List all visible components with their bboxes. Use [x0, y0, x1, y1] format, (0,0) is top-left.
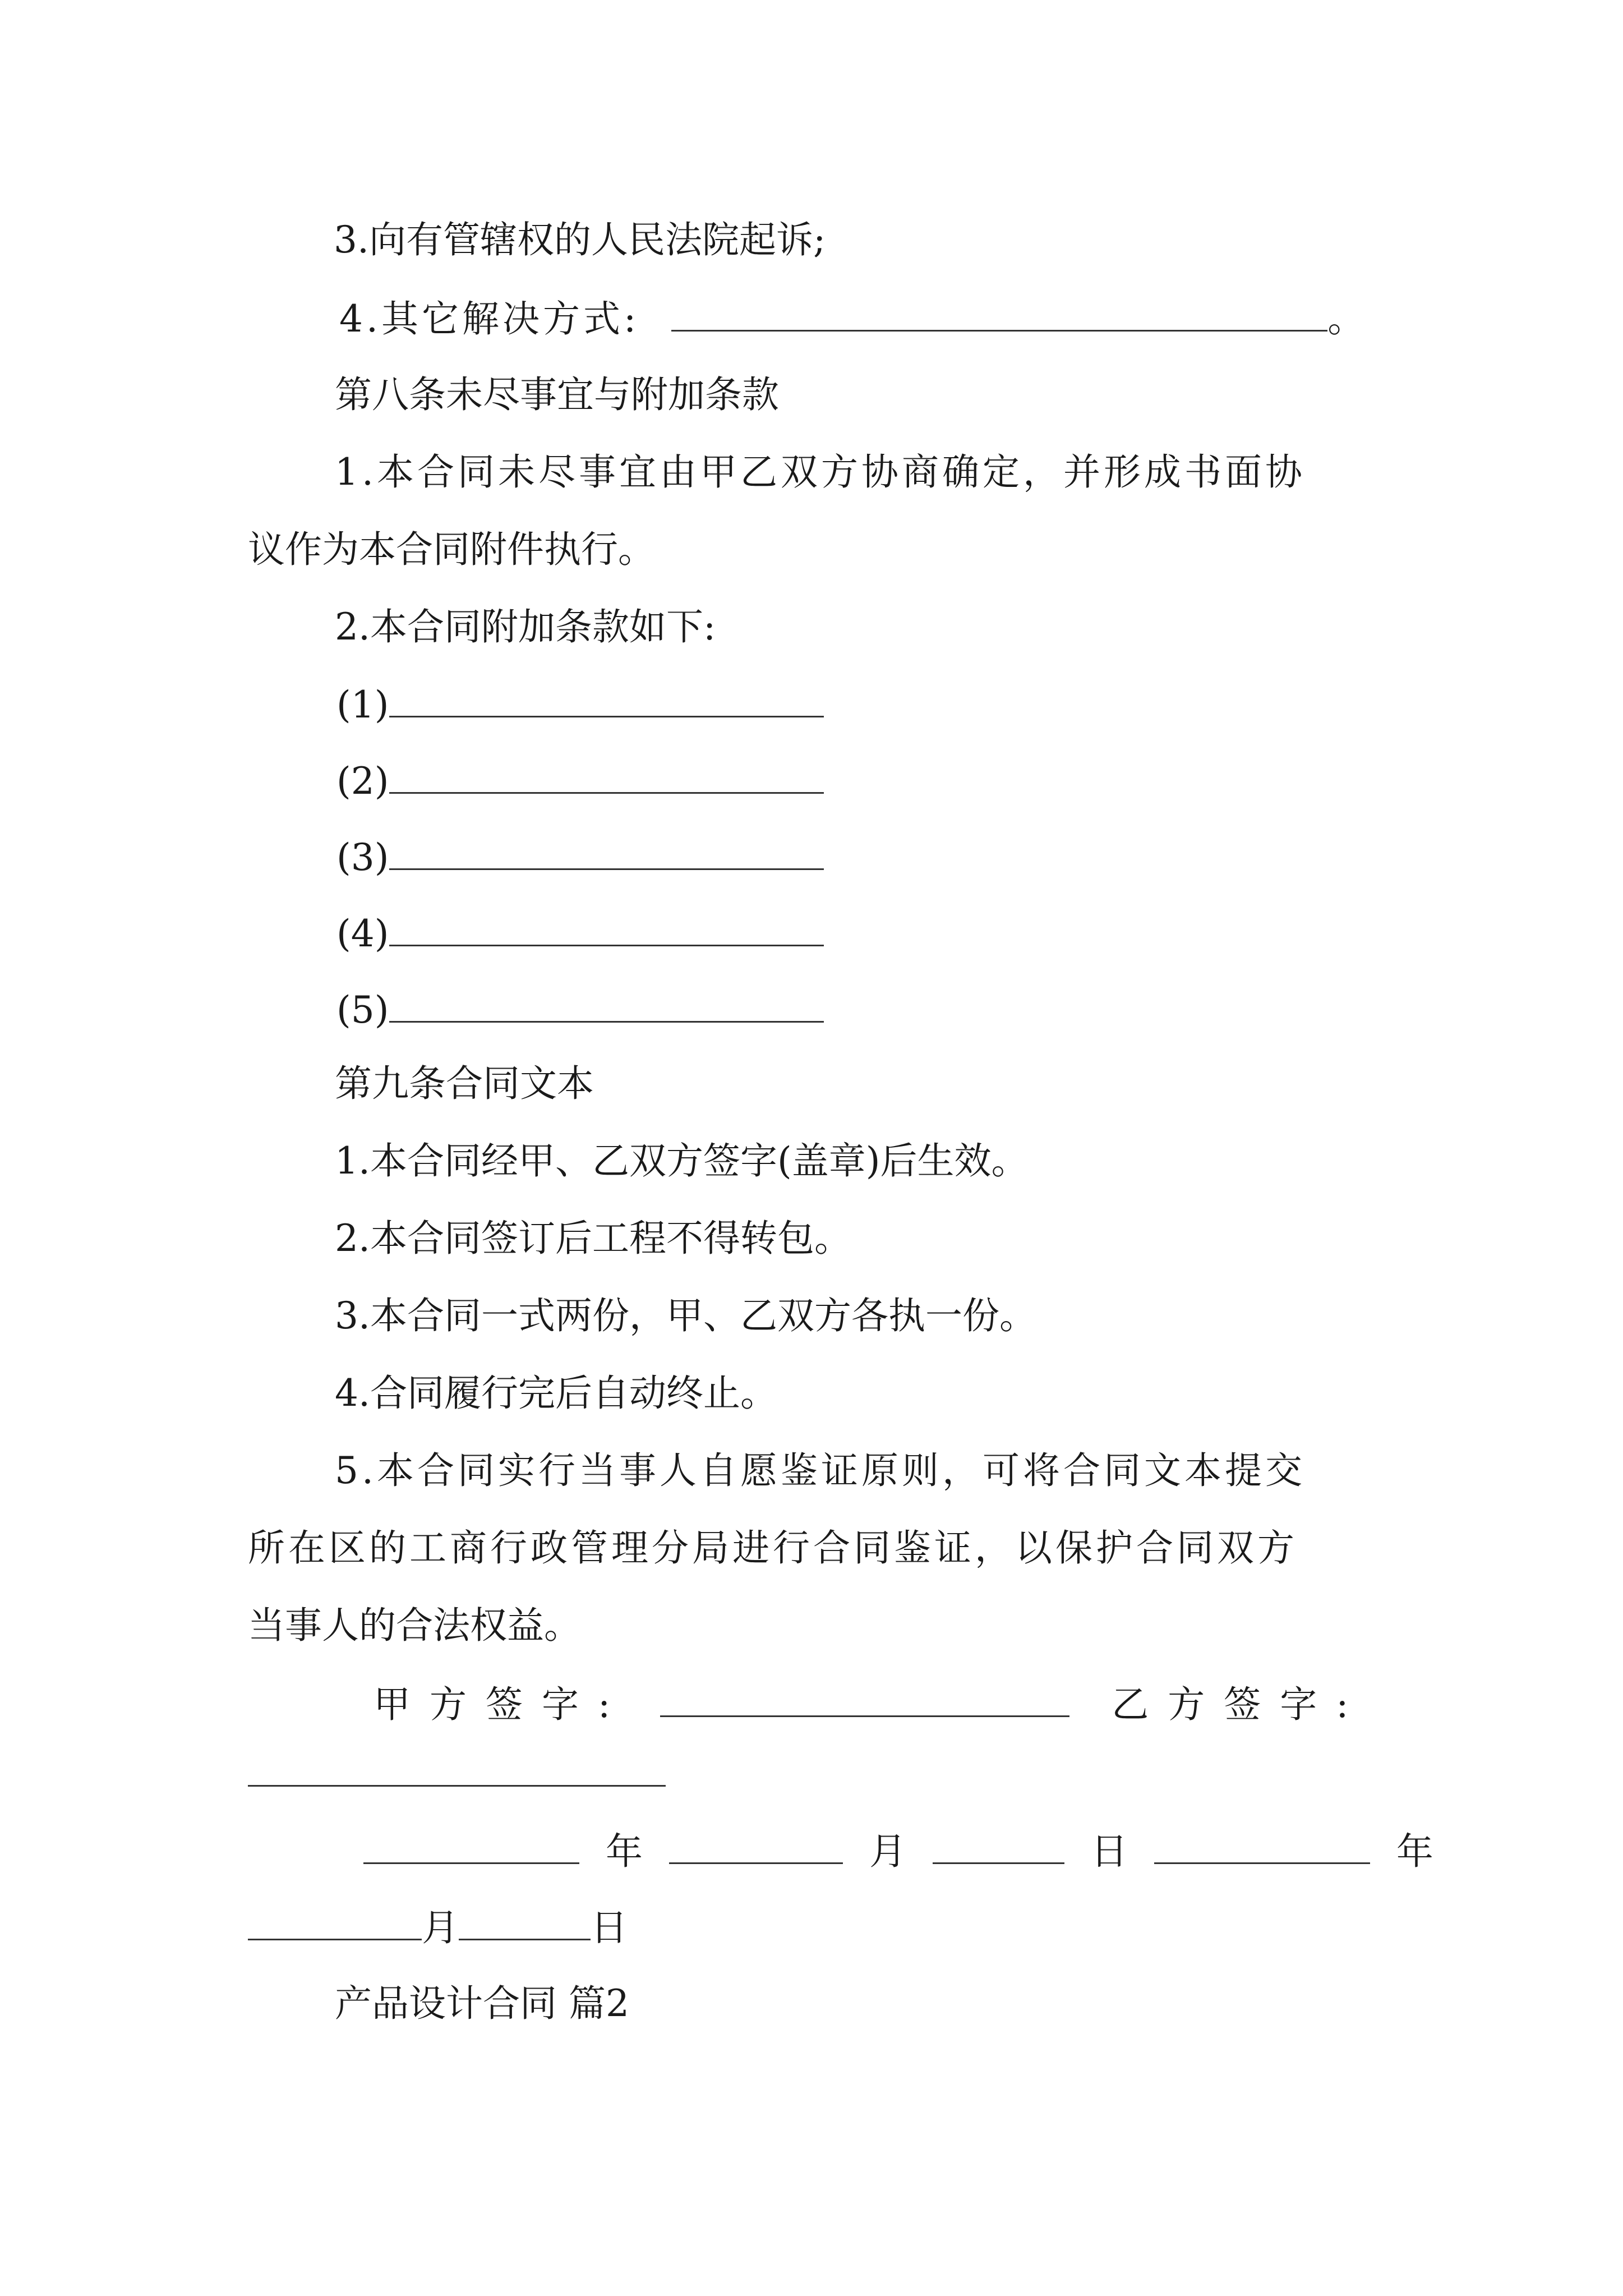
party-b-signature-blank[interactable]: [248, 1750, 666, 1787]
party-a-signature-blank[interactable]: [660, 1681, 1069, 1717]
text: 5.本合同实行当事人自愿鉴证原则，可将合同文本提交: [335, 1449, 1306, 1492]
text: 2.本合同附加条款如下:: [335, 605, 716, 648]
text: 产品设计合同 篇2: [335, 1982, 629, 2025]
clause-8-para-2: [335, 605, 716, 650]
additional-item-blank[interactable]: [389, 681, 824, 717]
additional-item-4: [336, 910, 824, 956]
year-blank[interactable]: [1154, 1828, 1370, 1864]
clause-9-item-5b: [248, 1526, 1298, 1571]
date-line-a: [363, 1828, 1433, 1874]
clause-8-heading: [335, 372, 779, 417]
year-blank[interactable]: [363, 1828, 579, 1864]
clause-8-para-1a: [335, 450, 1306, 495]
additional-item-5: [336, 986, 824, 1033]
additional-item-2: [336, 757, 824, 804]
additional-item-blank[interactable]: [389, 910, 824, 946]
clause-9-item-5a: [335, 1448, 1306, 1493]
text: 所在区的工商行政管理分局进行合同鉴证，以保护合同双方: [248, 1526, 1298, 1570]
item-number: (1): [336, 683, 389, 726]
text: 第八条未尽事宜与附加条款: [335, 373, 779, 416]
day-blank[interactable]: [933, 1828, 1064, 1864]
text: 4.合同履行完后自动终止。: [335, 1372, 777, 1415]
day-label: 日: [591, 1906, 628, 1949]
party-b-signature-row: [248, 1750, 666, 1797]
item-number: (2): [336, 760, 389, 803]
item-number: (3): [336, 836, 389, 879]
text: 。: [1327, 297, 1368, 341]
next-section-title: [335, 1981, 629, 2026]
clause-7-item-3: [334, 218, 826, 263]
additional-item-1: [336, 681, 824, 728]
clause-7-item-4: [339, 295, 1368, 342]
clause-9-item-3: [335, 1294, 1036, 1338]
year-label: 年: [605, 1830, 643, 1873]
month-blank[interactable]: [669, 1828, 843, 1864]
clause-8-para-1b: [248, 527, 655, 572]
text: 4.其它解决方式:: [339, 297, 640, 341]
text: 3.本合同一式两份，甲、乙双方各执一份。: [335, 1294, 1036, 1337]
item-number: (5): [336, 988, 389, 1032]
additional-item-blank[interactable]: [389, 986, 824, 1023]
month-label: 月: [422, 1906, 459, 1949]
clause-9-item-1: [335, 1139, 1028, 1184]
additional-item-blank[interactable]: [389, 757, 824, 794]
additional-item-3: [336, 834, 824, 880]
signature-line: [374, 1681, 1367, 1727]
text: 议作为本合同附件执行。: [248, 528, 655, 571]
text: 第九条合同文本: [335, 1062, 594, 1105]
additional-item-blank[interactable]: [389, 834, 824, 870]
day-label: 日: [1090, 1830, 1128, 1873]
clause-9-heading: [335, 1061, 594, 1106]
month-blank[interactable]: [248, 1904, 422, 1940]
day-blank[interactable]: [459, 1904, 591, 1940]
party-a-signature-label: 甲方签字:: [374, 1683, 630, 1726]
year-label: 年: [1396, 1830, 1433, 1873]
party-b-signature-label: 乙方签字:: [1112, 1683, 1368, 1726]
text: 当事人的合法权益。: [248, 1604, 581, 1647]
month-label: 月: [869, 1830, 906, 1873]
date-line-b: [248, 1904, 628, 1950]
text: 3.向有管辖权的人民法院起诉;: [334, 218, 826, 261]
other-method-blank[interactable]: [671, 295, 1327, 332]
text: 1.本合同经甲、乙双方签字(盖章)后生效。: [335, 1139, 1029, 1182]
clause-9-item-4: [335, 1371, 777, 1416]
clause-9-item-2: [335, 1216, 851, 1261]
text: 2.本合同签订后工程不得转包。: [335, 1217, 851, 1260]
clause-9-item-5c: [248, 1603, 581, 1648]
item-number: (4): [336, 912, 389, 955]
text: 1.本合同未尽事宜由甲乙双方协商确定，并形成书面协: [335, 450, 1306, 494]
